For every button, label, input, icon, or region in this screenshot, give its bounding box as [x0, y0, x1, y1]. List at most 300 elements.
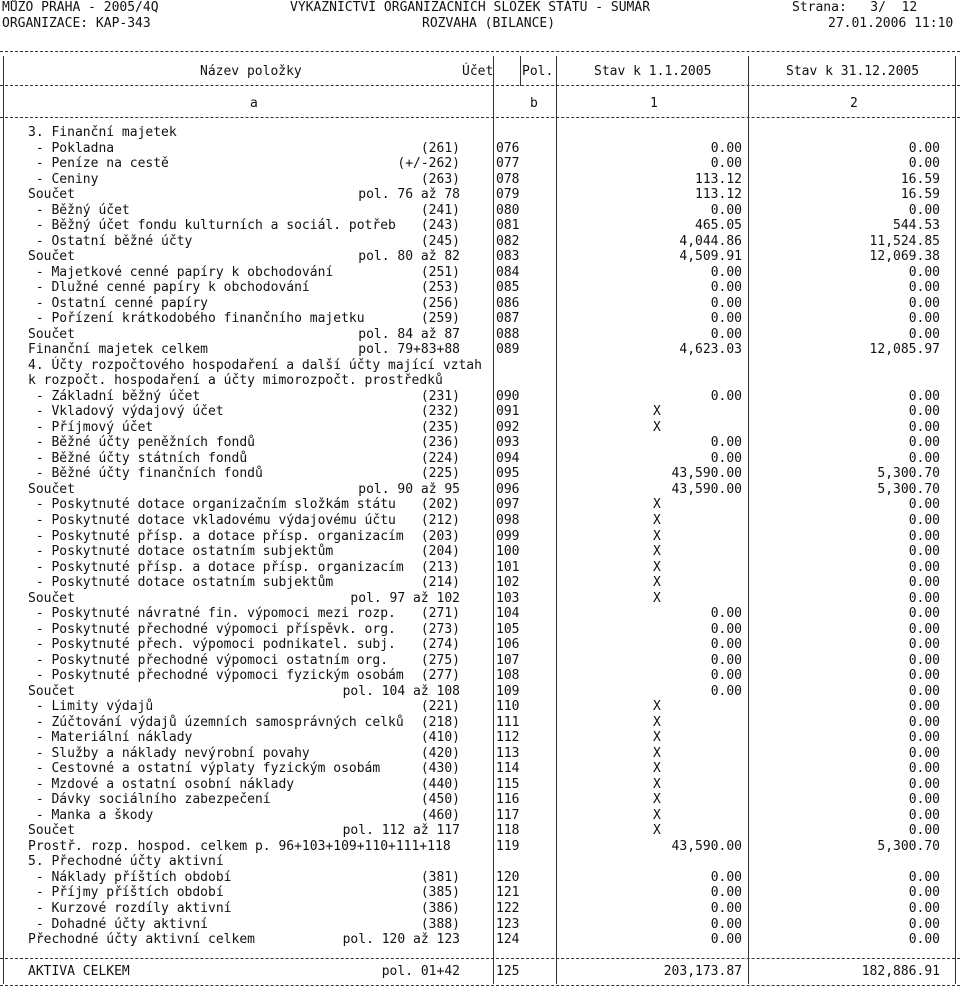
row-reference: pol. 112 až 117	[342, 823, 460, 839]
row-line-number: 091	[496, 404, 520, 420]
row-value-start: X	[653, 807, 661, 823]
row-value-start: X	[653, 792, 661, 808]
row-name: 5. Přechodné účty aktivní	[28, 854, 224, 870]
row-line-number: 101	[496, 559, 520, 575]
row-line-number: 107	[496, 652, 520, 668]
row-value-end: 0.00	[908, 916, 940, 932]
row-reference: pol. 76 až 78	[358, 187, 460, 203]
row-line-number: 120	[496, 869, 520, 885]
row-name: Finanční majetek celkem	[28, 342, 209, 358]
row-line-number: 103	[496, 590, 520, 606]
row-line-number: 089	[496, 342, 520, 358]
row-line-number: 085	[496, 280, 520, 296]
row-reference: pol. 01+42	[381, 964, 460, 979]
row-value-start: 0.00	[710, 450, 742, 466]
row-reference: (253)	[420, 280, 460, 296]
row-value-start: 43,590.00	[671, 466, 742, 482]
row-value-start: X	[653, 745, 661, 761]
row-value-end: 0.00	[908, 807, 940, 823]
header-mid-rule	[0, 85, 960, 86]
table-row	[0, 218, 960, 234]
row-reference: (241)	[420, 202, 460, 218]
table-row	[0, 591, 960, 607]
table-row	[0, 560, 960, 576]
table-row	[0, 575, 960, 591]
row-value-start: X	[653, 513, 661, 528]
row-reference: (251)	[420, 264, 460, 280]
row-reference: pol. 104 až 108	[342, 683, 460, 699]
row-name: Součet	[28, 326, 75, 342]
total-top-rule	[0, 958, 960, 959]
table-row	[0, 823, 960, 839]
row-line-number: 114	[496, 761, 520, 777]
row-value-start: 0.00	[710, 637, 742, 653]
row-name: Součet	[28, 249, 75, 265]
row-value-end: 16.59	[900, 171, 940, 187]
row-name: - Vkladový výdajový účet	[28, 404, 224, 420]
row-value-start: 0.00	[710, 621, 742, 637]
col-subheader-2: 2	[850, 96, 858, 111]
table-row	[0, 187, 960, 203]
row-line-number: 102	[496, 575, 520, 591]
table-row	[0, 389, 960, 405]
row-value-start: X	[653, 497, 661, 513]
row-line-number: 106	[496, 637, 520, 653]
row-reference: (224)	[420, 450, 460, 466]
table-row	[0, 404, 960, 420]
row-name: - Ceniny	[28, 171, 99, 187]
page-number: Strana: 3/ 12	[792, 0, 918, 15]
row-reference: (277)	[420, 668, 460, 684]
row-line-number: 097	[496, 497, 520, 513]
table-row	[0, 497, 960, 513]
row-line-number: 079	[496, 187, 520, 203]
row-value-end: 0.00	[908, 590, 940, 606]
row-value-start: 0.00	[710, 668, 742, 684]
row-value-end: 0.00	[908, 513, 940, 528]
row-line-number: 111	[496, 714, 520, 730]
row-value-start: X	[653, 404, 661, 420]
row-name: - Běžný účet fondu kulturních a sociál. potřeb	[28, 218, 396, 234]
row-value-end: 16.59	[900, 187, 940, 203]
row-reference: (245)	[420, 233, 460, 249]
row-name: Součet	[28, 187, 75, 203]
header-bottom-rule	[0, 117, 960, 118]
row-name: - Náklady příštích období	[28, 869, 232, 885]
row-name: - Pořízení krátkodobého finančního majetku	[28, 311, 365, 327]
row-name: - Limity výdajů	[28, 699, 154, 715]
row-line-number: 078	[496, 171, 520, 187]
row-value-start: 0.00	[710, 156, 742, 172]
row-reference: (256)	[420, 295, 460, 311]
row-value-end: 0.00	[908, 901, 940, 916]
row-name: Součet	[28, 683, 75, 699]
row-value-end: 0.00	[908, 885, 940, 901]
row-name: Součet	[28, 823, 75, 839]
row-line-number: 108	[496, 668, 520, 684]
row-name: - Kurzové rozdíly aktivní	[28, 901, 232, 916]
row-reference: (212)	[420, 513, 460, 528]
row-value-end: 0.00	[908, 497, 940, 513]
table-row	[0, 792, 960, 808]
row-name: 4. Účty rozpočtového hospodaření a další účty mající vztah	[28, 357, 482, 373]
row-name: - Pokladna	[28, 140, 115, 156]
table-row	[0, 730, 960, 746]
table-row	[0, 296, 960, 312]
row-value-start: 0.00	[710, 264, 742, 280]
row-name: - Poskytnuté dotace organizačním složkám státu	[28, 497, 396, 513]
table-bottom-rule	[0, 985, 960, 986]
row-name: - Poskytnuté dotace ostatním subjektům	[28, 575, 334, 591]
table-row	[0, 234, 960, 250]
row-value-end: 0.00	[908, 202, 940, 218]
row-line-number: 094	[496, 450, 520, 466]
row-line-number: 096	[496, 481, 520, 497]
row-reference: (430)	[420, 761, 460, 777]
row-value-start: 113.12	[695, 187, 742, 203]
row-name: - Poskytnuté přechodné výpomoci příspěvk. org.	[28, 621, 396, 637]
row-line-number: 081	[496, 218, 520, 234]
col-header-start: Stav k 1.1.2005	[594, 64, 712, 79]
row-name: - Poskytnuté dotace ostatním subjektům	[28, 544, 334, 560]
grand-total-row	[0, 964, 960, 980]
row-value-end: 0.00	[908, 823, 940, 839]
row-reference: (213)	[420, 559, 460, 575]
row-value-end: 0.00	[908, 730, 940, 746]
row-reference: (420)	[420, 745, 460, 761]
row-reference: pol. 84 až 87	[358, 326, 460, 342]
table-row	[0, 141, 960, 157]
row-value-end: 0.00	[908, 668, 940, 684]
row-name: - Poskytnuté přechodné výpomoci fyzickým osobám	[28, 668, 404, 684]
row-reference: (460)	[420, 807, 460, 823]
row-name: - Materiální náklady	[28, 730, 193, 746]
row-value-end: 0.00	[908, 792, 940, 808]
row-reference: (204)	[420, 544, 460, 560]
row-name: - Běžné účty státních fondů	[28, 450, 248, 466]
table-row	[0, 885, 960, 901]
row-reference: (261)	[420, 140, 460, 156]
row-name: - Cestovné a ostatní výplaty fyzickým osobám	[28, 761, 381, 777]
row-name: - Základní běžný účet	[28, 388, 201, 404]
row-value-end: 0.00	[908, 140, 940, 156]
row-line-number: 124	[496, 932, 520, 948]
row-reference: (385)	[420, 885, 460, 901]
row-value-end: 0.00	[908, 637, 940, 653]
table-row	[0, 699, 960, 715]
row-value-start: X	[653, 699, 661, 715]
col-subheader-a: a	[250, 96, 258, 111]
table-row	[0, 327, 960, 343]
row-value-start: 0.00	[710, 683, 742, 699]
row-value-start: 0.00	[710, 652, 742, 668]
row-value-start: 0.00	[710, 869, 742, 885]
row-line-number: 076	[496, 140, 520, 156]
row-value-start: 4,509.91	[679, 249, 742, 265]
row-value-end: 0.00	[908, 326, 940, 342]
row-reference: (214)	[420, 575, 460, 591]
row-reference: (221)	[420, 699, 460, 715]
row-value-end: 0.00	[908, 311, 940, 327]
table-row	[0, 373, 960, 389]
table-row	[0, 932, 960, 948]
table-row	[0, 917, 960, 933]
row-value-end: 0.00	[908, 652, 940, 668]
row-reference: (202)	[420, 497, 460, 513]
row-line-number: 086	[496, 295, 520, 311]
report-title-left: MŮZO PRAHA - 2005/4Q	[2, 0, 159, 15]
row-reference: (243)	[420, 218, 460, 234]
table-row	[0, 715, 960, 731]
row-name: - Poskytnuté přechodné výpomoci ostatním org.	[28, 652, 389, 668]
row-line-number: 098	[496, 513, 520, 528]
row-name: - Dávky sociálního zabezpečení	[28, 792, 271, 808]
row-value-end: 0.00	[908, 714, 940, 730]
row-line-number: 082	[496, 233, 520, 249]
row-value-start: 0.00	[710, 311, 742, 327]
row-name: Přechodné účty aktivní celkem	[28, 932, 255, 948]
col-header-end: Stav k 31.12.2005	[786, 64, 920, 79]
table-row	[0, 203, 960, 219]
row-value-end: 5,300.70	[877, 838, 940, 854]
col-subheader-1: 1	[650, 96, 658, 111]
row-line-number: 118	[496, 823, 520, 839]
row-value-start: 0.00	[710, 140, 742, 156]
row-value-end: 544.53	[893, 218, 940, 234]
row-value-end: 5,300.70	[877, 466, 940, 482]
row-value-start: X	[653, 590, 661, 606]
table-row	[0, 435, 960, 451]
table-row	[0, 311, 960, 327]
row-name: Prostř. rozp. hospod. celkem p. 96+103+109+110+111+118	[28, 838, 451, 854]
row-reference: (274)	[420, 637, 460, 653]
row-value-end: 0.00	[908, 544, 940, 560]
row-line-number: 117	[496, 807, 520, 823]
row-value-end: 0.00	[908, 776, 940, 792]
row-value-start: 43,590.00	[671, 481, 742, 497]
row-value-end: 0.00	[908, 559, 940, 575]
row-line-number: 095	[496, 466, 520, 482]
table-row	[0, 342, 960, 358]
row-name: - Peníze na cestě	[28, 156, 169, 172]
row-value-end: 0.00	[908, 388, 940, 404]
row-line-number: 093	[496, 435, 520, 451]
row-line-number: 116	[496, 792, 520, 808]
row-reference: (225)	[420, 466, 460, 482]
row-value-start: X	[653, 419, 661, 435]
col-subheader-b: b	[530, 96, 538, 111]
row-value-start: 203,173.87	[663, 964, 742, 979]
row-line-number: 121	[496, 885, 520, 901]
row-value-end: 0.00	[908, 932, 940, 948]
row-name: - Poskytnuté přísp. a dotace přísp. organizacím	[28, 528, 404, 544]
table-row	[0, 746, 960, 762]
row-line-number: 115	[496, 776, 520, 792]
row-name: - Mzdové a ostatní osobní náklady	[28, 776, 295, 792]
row-value-end: 0.00	[908, 575, 940, 591]
row-reference: (440)	[420, 776, 460, 792]
col-header-name: Název položky	[200, 64, 302, 79]
table-row	[0, 854, 960, 870]
row-value-end: 0.00	[908, 419, 940, 435]
row-value-start: X	[653, 776, 661, 792]
row-value-start: X	[653, 730, 661, 746]
col-header-pol: Pol.	[522, 64, 554, 79]
row-value-end: 0.00	[908, 435, 940, 451]
row-value-start: X	[653, 559, 661, 575]
row-value-start: 0.00	[710, 202, 742, 218]
table-row	[0, 529, 960, 545]
row-reference: pol. 80 až 82	[358, 249, 460, 265]
row-name: - Příjmy příštích období	[28, 885, 224, 901]
row-name: - Dlužné cenné papíry k obchodování	[28, 280, 310, 296]
row-value-end: 5,300.70	[877, 481, 940, 497]
row-reference: pol. 120 až 123	[342, 932, 460, 948]
row-value-end: 0.00	[908, 683, 940, 699]
row-reference: (271)	[420, 606, 460, 622]
row-line-number: 122	[496, 901, 520, 916]
row-value-start: X	[653, 528, 661, 544]
table-row	[0, 156, 960, 172]
row-name: - Poskytnuté dotace vkladovému výdajovému účtu	[28, 513, 396, 528]
row-reference: (388)	[420, 916, 460, 932]
row-reference: (275)	[420, 652, 460, 668]
row-reference: pol. 90 až 95	[358, 481, 460, 497]
row-reference: (+/-262)	[397, 156, 460, 172]
row-reference: (263)	[420, 171, 460, 187]
row-value-start: 0.00	[710, 280, 742, 296]
table-row	[0, 544, 960, 560]
row-name: - Poskytnuté přísp. a dotace přísp. organizacím	[28, 559, 404, 575]
row-name: - Dohadné účty aktivní	[28, 916, 209, 932]
report-title-center: VÝKAZNICTVÍ ORGANIZAČNÍCH SLOŽEK STÁTU - SUMÁŘ	[290, 0, 651, 15]
row-value-start: 0.00	[710, 916, 742, 932]
row-value-end: 0.00	[908, 280, 940, 296]
row-name: - Ostatní cenné papíry	[28, 295, 209, 311]
row-line-number: 100	[496, 544, 520, 560]
report-subtitle: ROZVAHA (BILANCE)	[422, 16, 556, 31]
row-value-end: 0.00	[908, 745, 940, 761]
row-value-end: 0.00	[908, 450, 940, 466]
row-value-start: 4,044.86	[679, 233, 742, 249]
row-name: 3. Finanční majetek	[28, 125, 177, 140]
col-header-account: Účet	[462, 64, 494, 79]
row-line-number: 088	[496, 326, 520, 342]
row-value-start: 113.12	[695, 171, 742, 187]
row-name: - Zúčtování výdajů územních samosprávných celků	[28, 714, 404, 730]
table-row	[0, 513, 960, 529]
row-line-number: 099	[496, 528, 520, 544]
row-reference: (450)	[420, 792, 460, 808]
row-value-end: 0.00	[908, 156, 940, 172]
row-value-end: 0.00	[908, 606, 940, 622]
row-line-number: 087	[496, 311, 520, 327]
row-line-number: 083	[496, 249, 520, 265]
row-name: - Služby a náklady nevýrobní povahy	[28, 745, 310, 761]
row-value-start: 4,623.03	[679, 342, 742, 358]
table-top-rule	[0, 51, 960, 52]
table-row	[0, 684, 960, 700]
row-name: k rozpočt. hospodaření a účty mimorozpočt. prostředků	[28, 373, 443, 389]
row-value-start: X	[653, 575, 661, 591]
print-timestamp: 27.01.2006 11:10	[828, 16, 954, 31]
row-value-start: X	[653, 544, 661, 560]
table-row	[0, 668, 960, 684]
row-line-number: 125	[496, 964, 520, 979]
row-line-number: 104	[496, 606, 520, 622]
row-value-end: 0.00	[908, 528, 940, 544]
row-value-start: X	[653, 714, 661, 730]
table-row	[0, 653, 960, 669]
row-value-end: 11,524.85	[869, 233, 940, 249]
row-name: Součet	[28, 481, 75, 497]
table-row	[0, 839, 960, 855]
table-row	[0, 870, 960, 886]
table-row	[0, 808, 960, 824]
row-value-end: 0.00	[908, 295, 940, 311]
row-line-number: 110	[496, 699, 520, 715]
row-value-start: 43,590.00	[671, 838, 742, 854]
row-name: AKTIVA CELKEM	[28, 964, 130, 979]
table-row	[0, 482, 960, 498]
row-reference: (236)	[420, 435, 460, 451]
row-name: - Běžné účty peněžních fondů	[28, 435, 255, 451]
row-value-start: 0.00	[710, 295, 742, 311]
row-line-number: 105	[496, 621, 520, 637]
row-value-start: 0.00	[710, 388, 742, 404]
column-divider	[520, 56, 521, 86]
row-value-end: 0.00	[908, 869, 940, 885]
row-reference: pol. 97 až 102	[350, 590, 460, 606]
row-name: - Příjmový účet	[28, 419, 154, 435]
table-row	[0, 901, 960, 917]
row-value-end: 0.00	[908, 761, 940, 777]
row-line-number: 109	[496, 683, 520, 699]
row-value-end: 182,886.91	[861, 964, 940, 979]
row-line-number: 119	[496, 838, 520, 854]
row-reference: (218)	[420, 714, 460, 730]
table-row	[0, 451, 960, 467]
row-line-number: 090	[496, 388, 520, 404]
row-line-number: 077	[496, 156, 520, 172]
row-value-start: 0.00	[710, 901, 742, 916]
row-name: - Poskytnuté přech. výpomoci podnikatel. subj.	[28, 637, 396, 653]
organization-label: ORGANIZACE: KAP-343	[2, 16, 151, 31]
row-value-start: 0.00	[710, 326, 742, 342]
table-row	[0, 125, 960, 141]
row-reference: (386)	[420, 901, 460, 916]
row-line-number: 113	[496, 745, 520, 761]
row-reference: (203)	[420, 528, 460, 544]
row-value-end: 0.00	[908, 699, 940, 715]
row-value-end: 0.00	[908, 621, 940, 637]
row-value-start: 0.00	[710, 932, 742, 948]
row-value-end: 12,069.38	[869, 249, 940, 265]
row-value-start: X	[653, 823, 661, 839]
row-reference: (232)	[420, 404, 460, 420]
table-row	[0, 172, 960, 188]
row-value-start: X	[653, 761, 661, 777]
row-value-start: 465.05	[695, 218, 742, 234]
table-row	[0, 420, 960, 436]
row-line-number: 092	[496, 419, 520, 435]
row-name: - Manka a škody	[28, 807, 154, 823]
row-name: - Poskytnuté návratné fin. výpomoci mezi rozp.	[28, 606, 396, 622]
row-value-start: 0.00	[710, 435, 742, 451]
row-name: - Běžné účty finančních fondů	[28, 466, 263, 482]
row-line-number: 123	[496, 916, 520, 932]
row-name: - Majetkové cenné papíry k obchodování	[28, 264, 334, 280]
